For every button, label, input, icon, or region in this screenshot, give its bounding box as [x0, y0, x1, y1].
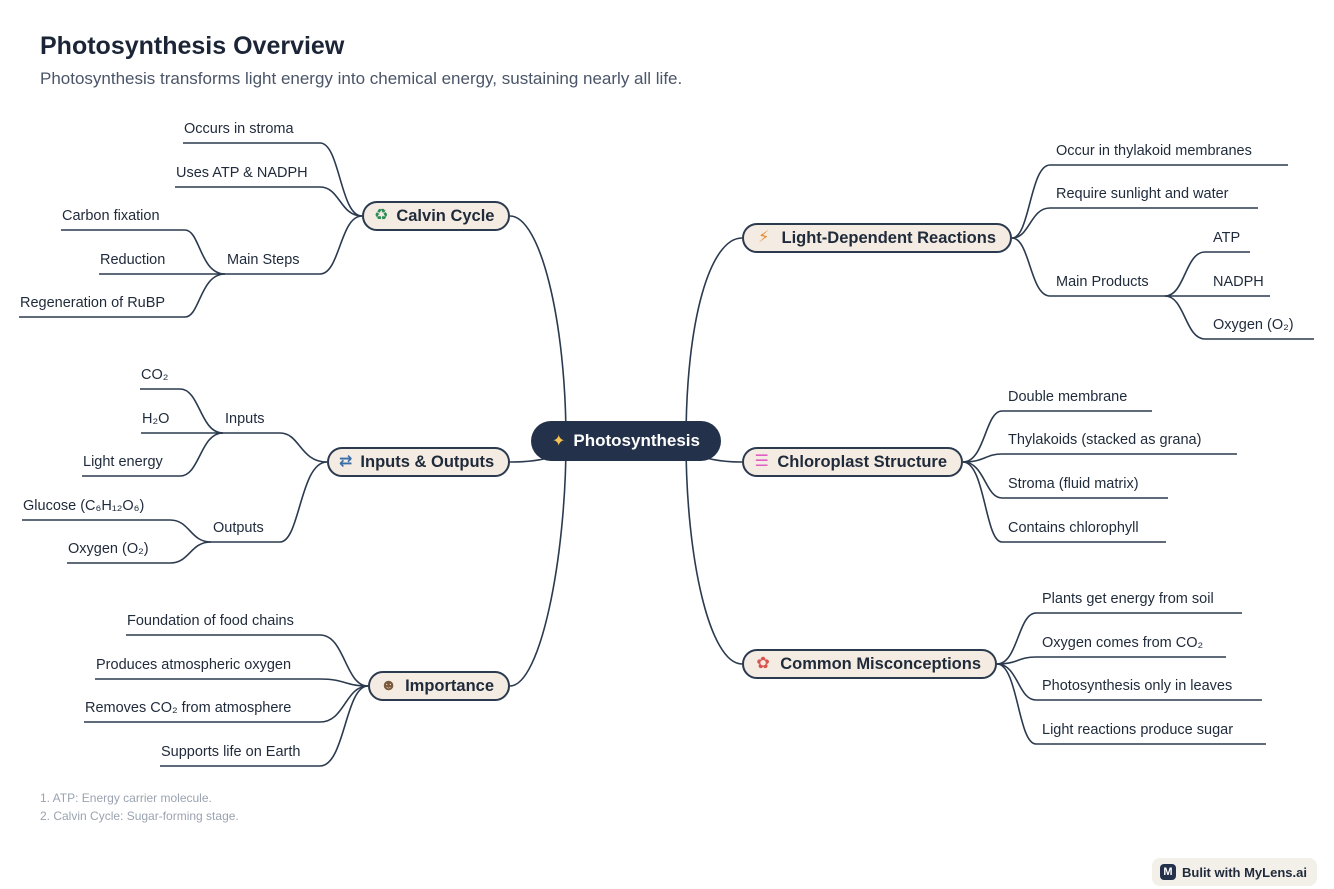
scientist-icon: ☻ [380, 677, 397, 694]
leaf-oxygen-product: Oxygen (O₂) [1213, 317, 1294, 333]
page-title: Photosynthesis Overview [40, 32, 345, 60]
leaf-only-in-leaves: Photosynthesis only in leaves [1042, 678, 1233, 694]
built-with-badge[interactable] [1152, 858, 1317, 886]
leaf-energy-from-soil: Plants get energy from soil [1042, 591, 1214, 607]
leaf-oxygen-output: Oxygen (O₂) [68, 541, 149, 557]
leaf-oxygen-from-co2: Oxygen comes from CO₂ [1042, 635, 1204, 651]
branch-label: Common Misconceptions [780, 654, 981, 673]
leaf-sunlight-water: Require sunlight and water [1056, 186, 1229, 202]
leaf-stroma: Stroma (fluid matrix) [1008, 476, 1139, 492]
badge-label: Bulit with MyLens.ai [1182, 864, 1307, 880]
leaf-double-membrane: Double membrane [1008, 389, 1128, 405]
leaf-atp: ATP [1213, 230, 1241, 246]
link-center-light [686, 238, 742, 441]
leaf-atmospheric-oxygen: Produces atmospheric oxygen [96, 657, 292, 673]
cycle-icon: ♻ [374, 207, 389, 224]
central-node[interactable] [531, 421, 721, 461]
branch-importance[interactable] [368, 671, 510, 701]
leaf-regeneration-rubp: Regeneration of RuBP [20, 295, 166, 311]
leaf-nadph: NADPH [1213, 274, 1264, 290]
leaf-occurs-in-stroma: Occurs in stroma [184, 121, 294, 137]
leaf-thylakoids: Thylakoids (stacked as grana) [1008, 432, 1202, 448]
footnote-1: 1. ATP: Energy carrier molecule. [40, 791, 212, 805]
lightning-icon: ⚡ [758, 229, 770, 246]
leaf-supports-life: Supports life on Earth [161, 744, 301, 760]
link-center-importance [510, 441, 566, 686]
branch-common-misconceptions[interactable] [742, 649, 997, 679]
leaf-food-chains: Foundation of food chains [127, 613, 294, 629]
leaf-co2: CO₂ [141, 367, 169, 383]
branch-light-dependent[interactable] [742, 223, 1012, 253]
leaf-light-energy: Light energy [83, 454, 163, 470]
leaf-chlorophyll: Contains chlorophyll [1008, 520, 1139, 536]
branch-calvin-cycle[interactable] [362, 201, 510, 231]
sparkles-icon: ✦ [552, 433, 566, 450]
link-center-misc [686, 441, 742, 664]
pinwheel-icon: ✿ [756, 655, 770, 672]
leaf-uses-atp-nadph: Uses ATP & NADPH [176, 165, 308, 181]
branch-label: Chloroplast Structure [777, 452, 947, 471]
leaf-glucose: Glucose (C₆H₁₂O₆) [23, 498, 145, 514]
leaf-reduction: Reduction [100, 252, 166, 268]
leaf-carbon-fixation: Carbon fixation [62, 208, 160, 224]
leaf-removes-co2: Removes CO₂ from atmosphere [85, 700, 292, 716]
link-center-calvin [510, 216, 566, 441]
sub-branch-main-steps: Main Steps [227, 252, 300, 268]
people-exchange-icon: ⇄ [339, 453, 353, 470]
leaf-light-reactions-sugar: Light reactions produce sugar [1042, 722, 1234, 738]
sub-branch-inputs: Inputs [225, 411, 265, 427]
branch-label: Calvin Cycle [396, 206, 495, 225]
leaf-thylakoid-membranes: Occur in thylakoid membranes [1056, 143, 1252, 159]
central-node-label: Photosynthesis [573, 431, 700, 450]
branch-chloroplast-structure[interactable] [742, 447, 963, 477]
footnote-2: 2. Calvin Cycle: Sugar-forming stage. [40, 809, 239, 823]
sub-branch-outputs: Outputs [213, 520, 264, 536]
branch-label: Inputs & Outputs [360, 452, 495, 471]
leaf-h2o: H₂O [142, 411, 170, 427]
branch-label: Importance [405, 676, 494, 695]
page-subtitle: Photosynthesis transforms light energy into chemical energy, sustaining nearly all life. [40, 69, 683, 88]
mylens-logo-icon: M [1160, 864, 1176, 880]
branch-inputs-outputs[interactable] [327, 447, 510, 477]
stacked-discs-icon: ☰ [754, 453, 769, 470]
sub-branch-main-products: Main Products [1056, 274, 1149, 290]
branch-label: Light-Dependent Reactions [781, 228, 996, 247]
